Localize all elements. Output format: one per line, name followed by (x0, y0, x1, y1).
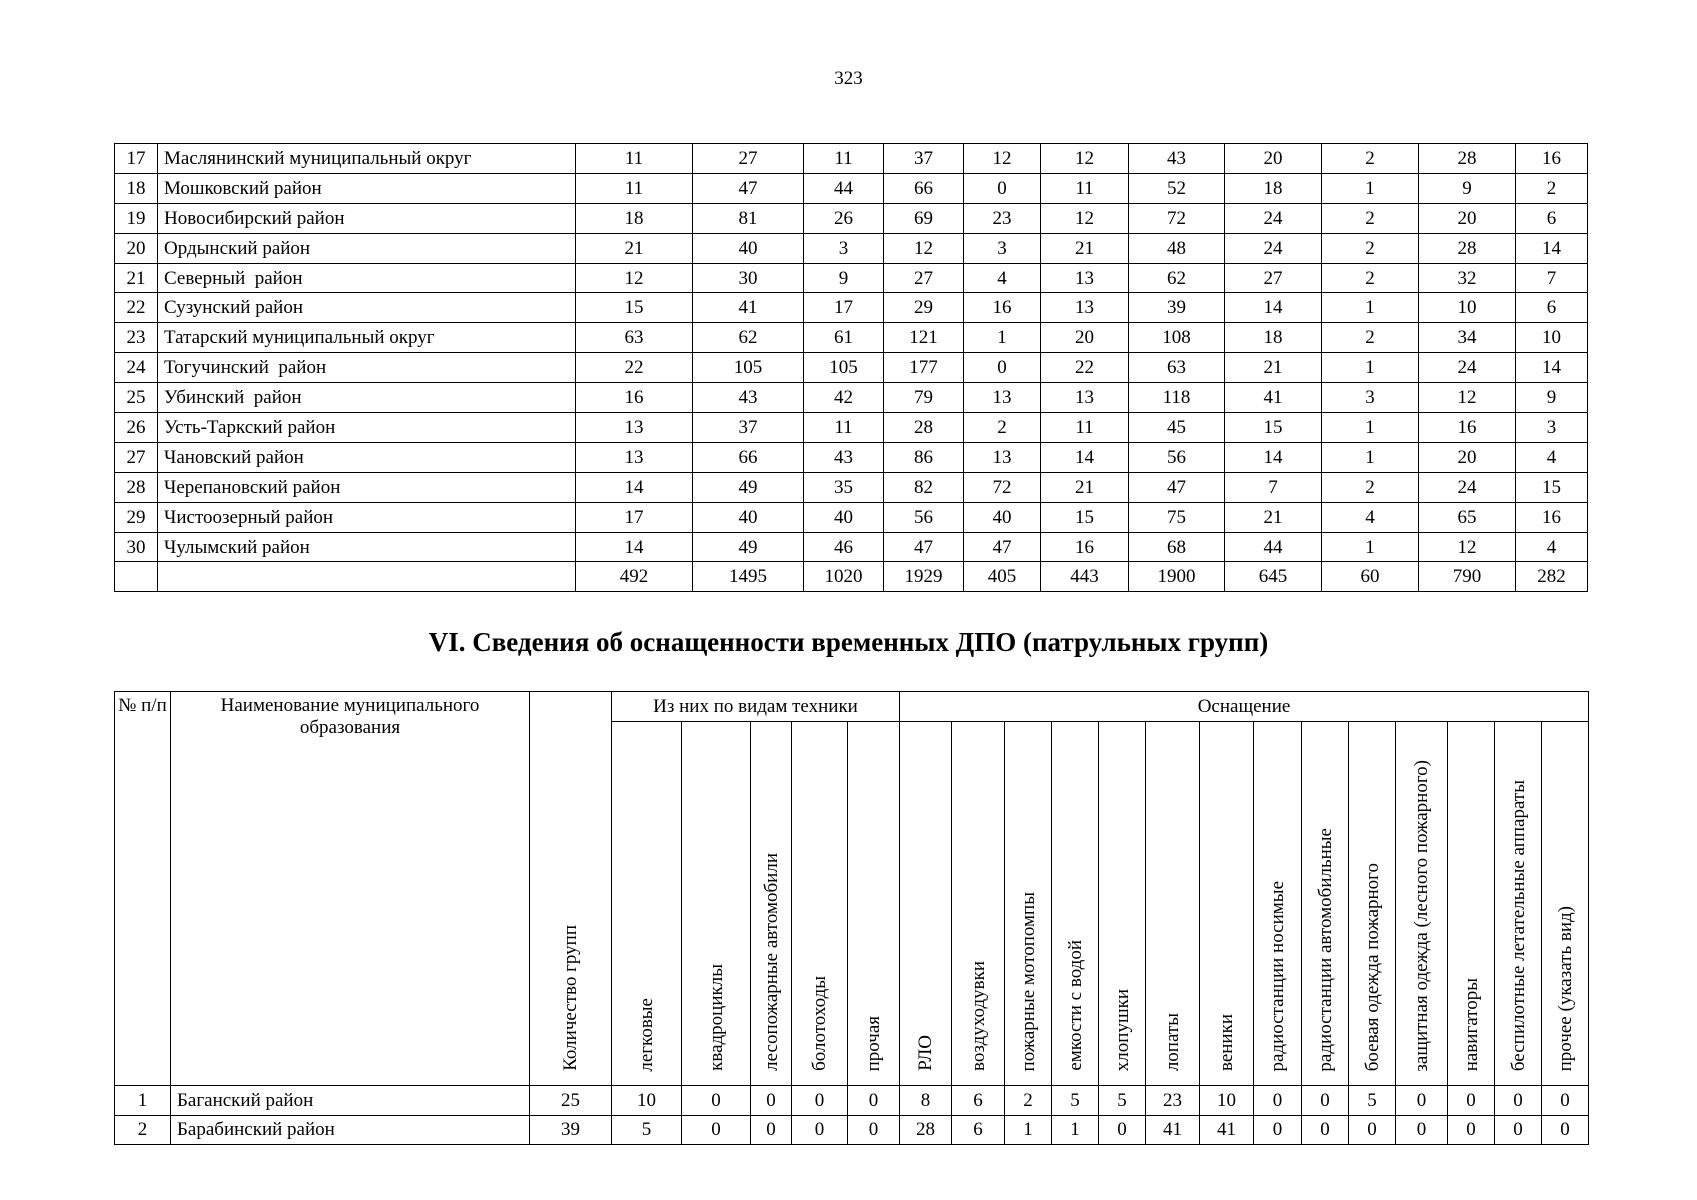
value-cell: 13 (1041, 383, 1129, 413)
header-num: № п/п (115, 692, 171, 1086)
value-cell: 82 (884, 472, 964, 502)
value-cell: 0 (964, 173, 1041, 203)
table-row (115, 233, 1588, 263)
table-row (115, 173, 1588, 203)
header-name: Наименование муниципального образования (171, 692, 530, 1086)
value-cell: 7 (1225, 472, 1322, 502)
value-cell: 62 (1129, 263, 1225, 293)
value-cell: 16 (576, 383, 693, 413)
value-cell: 28 (900, 1115, 952, 1145)
total-cell: 1020 (804, 562, 884, 592)
value-cell: 9 (804, 263, 884, 293)
value-cell: 18 (1225, 173, 1322, 203)
value-cell: 26 (804, 203, 884, 233)
value-cell: 118 (1129, 383, 1225, 413)
value-cell: 66 (693, 442, 804, 472)
row-number: 26 (115, 413, 158, 443)
table-row (115, 413, 1588, 443)
value-cell: 16 (964, 293, 1041, 323)
value-cell: 4 (1322, 502, 1419, 532)
totals-empty-cell (115, 562, 158, 592)
value-cell: 0 (1254, 1115, 1302, 1145)
value-cell: 49 (693, 532, 804, 562)
value-cell: 20 (1419, 442, 1516, 472)
value-cell: 56 (884, 502, 964, 532)
value-cell: 13 (1041, 293, 1129, 323)
header-vehicles-group: Из них по видам техники (612, 692, 900, 722)
header-equipment-type: хлопушки (1099, 722, 1146, 1086)
value-cell: 0 (1302, 1115, 1349, 1145)
value-cell: 13 (1041, 263, 1129, 293)
value-cell: 0 (1396, 1086, 1448, 1116)
district-name: Мошковский район (158, 173, 576, 203)
value-cell: 1 (1005, 1115, 1052, 1145)
header-equipment-type: веники (1200, 722, 1254, 1086)
value-cell: 13 (576, 413, 693, 443)
district-name: Тогучинский район (158, 353, 576, 383)
district-name: Усть-Таркский район (158, 413, 576, 443)
value-cell: 47 (884, 532, 964, 562)
value-cell: 43 (804, 442, 884, 472)
value-cell: 108 (1129, 323, 1225, 353)
value-cell: 45 (1129, 413, 1225, 443)
value-cell: 6 (1516, 203, 1588, 233)
totals-empty-cell (158, 562, 576, 592)
value-cell: 24 (1225, 233, 1322, 263)
value-cell: 0 (792, 1115, 848, 1145)
row-number: 24 (115, 353, 158, 383)
value-cell: 66 (884, 173, 964, 203)
value-cell: 15 (1225, 413, 1322, 443)
header-equipment-type: радиостанции автомобильные (1302, 722, 1349, 1086)
value-cell: 14 (1041, 442, 1129, 472)
value-cell: 13 (964, 383, 1041, 413)
value-cell: 6 (952, 1115, 1005, 1145)
value-cell: 16 (1419, 413, 1516, 443)
value-cell: 15 (1516, 472, 1588, 502)
table-row (115, 502, 1588, 532)
value-cell: 28 (884, 413, 964, 443)
value-cell: 35 (804, 472, 884, 502)
header-equipment-group: Оснащение (900, 692, 1589, 722)
value-cell: 69 (884, 203, 964, 233)
value-cell: 46 (804, 532, 884, 562)
value-cell: 15 (1041, 502, 1129, 532)
table-row (115, 144, 1588, 174)
header-vehicle-type: квадроциклы (682, 722, 751, 1086)
header-vehicle-type: легковые (612, 722, 682, 1086)
value-cell: 39 (1129, 293, 1225, 323)
value-cell: 1 (1322, 293, 1419, 323)
header-equipment-type: пожарные мотопомпы (1005, 722, 1052, 1086)
value-cell: 17 (804, 293, 884, 323)
value-cell: 20 (1225, 144, 1322, 174)
total-cell: 60 (1322, 562, 1419, 592)
value-cell: 28 (1419, 233, 1516, 263)
value-cell: 72 (1129, 203, 1225, 233)
district-name: Убинский район (158, 383, 576, 413)
table-row (115, 203, 1588, 233)
value-cell: 177 (884, 353, 964, 383)
value-cell: 17 (576, 502, 693, 532)
header-equipment-type: беспилотные летательные аппараты (1495, 722, 1542, 1086)
value-cell: 43 (1129, 144, 1225, 174)
value-cell: 41 (1146, 1115, 1200, 1145)
header-equipment-type: боевая одежда пожарного (1349, 722, 1396, 1086)
value-cell: 3 (1516, 413, 1588, 443)
value-cell: 47 (964, 532, 1041, 562)
value-cell: 21 (1041, 233, 1129, 263)
value-cell: 6 (1516, 293, 1588, 323)
total-cell: 790 (1419, 562, 1516, 592)
value-cell: 2 (1322, 323, 1419, 353)
value-cell: 43 (693, 383, 804, 413)
value-cell: 14 (1225, 442, 1322, 472)
total-cell: 1929 (884, 562, 964, 592)
district-name: Татарский муниципальный округ (158, 323, 576, 353)
value-cell: 52 (1129, 173, 1225, 203)
value-cell: 0 (964, 353, 1041, 383)
district-name: Новосибирский район (158, 203, 576, 233)
value-cell: 16 (1041, 532, 1129, 562)
value-cell: 0 (1448, 1115, 1495, 1145)
value-cell: 40 (693, 233, 804, 263)
value-cell: 41 (1200, 1115, 1254, 1145)
table-row (115, 442, 1588, 472)
value-cell: 0 (682, 1086, 751, 1116)
value-cell: 39 (530, 1115, 612, 1145)
table-row (115, 1086, 1589, 1116)
district-name: Черепановский район (158, 472, 576, 502)
value-cell: 1 (1322, 353, 1419, 383)
total-cell: 405 (964, 562, 1041, 592)
table-row (115, 1115, 1589, 1145)
value-cell: 15 (576, 293, 693, 323)
value-cell: 18 (1225, 323, 1322, 353)
value-cell: 42 (804, 383, 884, 413)
value-cell: 32 (1419, 263, 1516, 293)
table-row (115, 472, 1588, 502)
value-cell: 21 (1225, 353, 1322, 383)
district-name: Маслянинский муниципальный округ (158, 144, 576, 174)
value-cell: 3 (964, 233, 1041, 263)
header-vehicle-type: болотоходы (792, 722, 848, 1086)
value-cell: 28 (1419, 144, 1516, 174)
value-cell: 37 (884, 144, 964, 174)
value-cell: 81 (693, 203, 804, 233)
value-cell: 44 (804, 173, 884, 203)
value-cell: 10 (1516, 323, 1588, 353)
value-cell: 21 (1225, 502, 1322, 532)
patrol-groups-equipment-table (114, 691, 1589, 1145)
value-cell: 1 (1052, 1115, 1099, 1145)
header-equipment-type: емкости с водой (1052, 722, 1099, 1086)
value-cell: 47 (1129, 472, 1225, 502)
value-cell: 14 (576, 532, 693, 562)
district-name: Северный район (158, 263, 576, 293)
value-cell: 0 (1396, 1115, 1448, 1145)
total-cell: 492 (576, 562, 693, 592)
value-cell: 1 (964, 323, 1041, 353)
header-equipment-type: защитная одежда (лесного пожарного) (1396, 722, 1448, 1086)
value-cell: 11 (576, 173, 693, 203)
value-cell: 65 (1419, 502, 1516, 532)
value-cell: 63 (576, 323, 693, 353)
district-statistics-table-continued (114, 143, 1588, 592)
value-cell: 14 (1516, 233, 1588, 263)
value-cell: 0 (751, 1115, 792, 1145)
value-cell: 72 (964, 472, 1041, 502)
value-cell: 12 (1419, 383, 1516, 413)
value-cell: 40 (804, 502, 884, 532)
value-cell: 121 (884, 323, 964, 353)
row-number: 19 (115, 203, 158, 233)
value-cell: 0 (1302, 1086, 1349, 1116)
value-cell: 11 (804, 144, 884, 174)
value-cell: 14 (576, 472, 693, 502)
value-cell: 37 (693, 413, 804, 443)
value-cell: 11 (1041, 413, 1129, 443)
value-cell: 12 (1419, 532, 1516, 562)
row-number: 28 (115, 472, 158, 502)
header-equipment-type: навигаторы (1448, 722, 1495, 1086)
value-cell: 79 (884, 383, 964, 413)
total-cell: 1495 (693, 562, 804, 592)
total-cell: 645 (1225, 562, 1322, 592)
header-equipment-type: радиостанции носимые (1254, 722, 1302, 1086)
value-cell: 25 (530, 1086, 612, 1116)
value-cell: 23 (1146, 1086, 1200, 1116)
header-vehicle-type: прочая (848, 722, 900, 1086)
value-cell: 20 (1041, 323, 1129, 353)
value-cell: 22 (1041, 353, 1129, 383)
district-name: Чистоозерный район (158, 502, 576, 532)
table-row (115, 353, 1588, 383)
value-cell: 105 (804, 353, 884, 383)
value-cell: 11 (1041, 173, 1129, 203)
total-cell: 1900 (1129, 562, 1225, 592)
value-cell: 1 (1322, 442, 1419, 472)
table-row (115, 383, 1588, 413)
value-cell: 14 (1225, 293, 1322, 323)
table-row (115, 323, 1588, 353)
header-equipment-type: прочее (указать вид) (1542, 722, 1589, 1086)
header-equipment-type: воздуходувки (952, 722, 1005, 1086)
value-cell: 23 (964, 203, 1041, 233)
row-number: 30 (115, 532, 158, 562)
value-cell: 41 (693, 293, 804, 323)
row-number: 27 (115, 442, 158, 472)
district-name: Барабинский район (171, 1115, 530, 1145)
value-cell: 0 (1542, 1115, 1589, 1145)
value-cell: 105 (693, 353, 804, 383)
value-cell: 12 (964, 144, 1041, 174)
value-cell: 5 (612, 1115, 682, 1145)
row-number: 23 (115, 323, 158, 353)
value-cell: 29 (884, 293, 964, 323)
value-cell: 10 (1419, 293, 1516, 323)
value-cell: 0 (1254, 1086, 1302, 1116)
value-cell: 24 (1419, 472, 1516, 502)
value-cell: 3 (1322, 383, 1419, 413)
value-cell: 7 (1516, 263, 1588, 293)
value-cell: 61 (804, 323, 884, 353)
value-cell: 0 (751, 1086, 792, 1116)
value-cell: 2 (1322, 233, 1419, 263)
value-cell: 47 (693, 173, 804, 203)
value-cell: 12 (576, 263, 693, 293)
value-cell: 8 (900, 1086, 952, 1116)
value-cell: 14 (1516, 353, 1588, 383)
value-cell: 1 (1322, 532, 1419, 562)
value-cell: 40 (693, 502, 804, 532)
value-cell: 12 (1041, 144, 1129, 174)
header-equipment-type: РЛО (900, 722, 952, 1086)
row-number: 18 (115, 173, 158, 203)
row-number: 29 (115, 502, 158, 532)
total-cell: 282 (1516, 562, 1588, 592)
row-number: 1 (115, 1086, 171, 1116)
value-cell: 0 (1495, 1086, 1542, 1116)
value-cell: 1 (1322, 413, 1419, 443)
value-cell: 0 (1495, 1115, 1542, 1145)
district-name: Чулымский район (158, 532, 576, 562)
table-row (115, 293, 1588, 323)
header-equipment-type: лопаты (1146, 722, 1200, 1086)
row-number: 17 (115, 144, 158, 174)
value-cell: 10 (1200, 1086, 1254, 1116)
value-cell: 11 (576, 144, 693, 174)
value-cell: 27 (884, 263, 964, 293)
value-cell: 16 (1516, 502, 1588, 532)
value-cell: 13 (576, 442, 693, 472)
district-name: Ордынский район (158, 233, 576, 263)
value-cell: 10 (612, 1086, 682, 1116)
value-cell: 4 (1516, 532, 1588, 562)
value-cell: 22 (576, 353, 693, 383)
value-cell: 12 (1041, 203, 1129, 233)
value-cell: 44 (1225, 532, 1322, 562)
value-cell: 24 (1419, 353, 1516, 383)
value-cell: 9 (1419, 173, 1516, 203)
value-cell: 63 (1129, 353, 1225, 383)
value-cell: 49 (693, 472, 804, 502)
value-cell: 1 (1322, 173, 1419, 203)
value-cell: 3 (804, 233, 884, 263)
value-cell: 12 (884, 233, 964, 263)
value-cell: 41 (1225, 383, 1322, 413)
value-cell: 0 (682, 1115, 751, 1145)
value-cell: 5 (1349, 1086, 1396, 1116)
table-row (115, 263, 1588, 293)
value-cell: 20 (1419, 203, 1516, 233)
value-cell: 40 (964, 502, 1041, 532)
value-cell: 5 (1099, 1086, 1146, 1116)
totals-row (115, 562, 1588, 592)
row-number: 2 (115, 1115, 171, 1145)
page-number: 323 (834, 68, 863, 89)
value-cell: 18 (576, 203, 693, 233)
total-cell: 443 (1041, 562, 1129, 592)
row-number: 25 (115, 383, 158, 413)
value-cell: 27 (1225, 263, 1322, 293)
value-cell: 2 (1516, 173, 1588, 203)
row-number: 22 (115, 293, 158, 323)
value-cell: 2 (1005, 1086, 1052, 1116)
value-cell: 48 (1129, 233, 1225, 263)
value-cell: 0 (1448, 1086, 1495, 1116)
value-cell: 9 (1516, 383, 1588, 413)
value-cell: 68 (1129, 532, 1225, 562)
value-cell: 16 (1516, 144, 1588, 174)
value-cell: 0 (848, 1086, 900, 1116)
value-cell: 2 (1322, 144, 1419, 174)
value-cell: 2 (1322, 472, 1419, 502)
value-cell: 6 (952, 1086, 1005, 1116)
value-cell: 4 (1516, 442, 1588, 472)
value-cell: 34 (1419, 323, 1516, 353)
table-row (115, 532, 1588, 562)
value-cell: 0 (792, 1086, 848, 1116)
row-number: 21 (115, 263, 158, 293)
value-cell: 56 (1129, 442, 1225, 472)
table2-header-row-1 (115, 692, 1589, 722)
value-cell: 27 (693, 144, 804, 174)
district-name: Сузунский район (158, 293, 576, 323)
value-cell: 24 (1225, 203, 1322, 233)
value-cell: 11 (804, 413, 884, 443)
value-cell: 75 (1129, 502, 1225, 532)
value-cell: 0 (1349, 1115, 1396, 1145)
value-cell: 21 (576, 233, 693, 263)
value-cell: 5 (1052, 1086, 1099, 1116)
section-title: VI. Сведения об оснащенности временных ДПО (патрульных групп) (428, 627, 1269, 657)
value-cell: 13 (964, 442, 1041, 472)
district-name: Баганский район (171, 1086, 530, 1116)
value-cell: 0 (1542, 1086, 1589, 1116)
value-cell: 0 (1099, 1115, 1146, 1145)
value-cell: 62 (693, 323, 804, 353)
row-number: 20 (115, 233, 158, 263)
value-cell: 4 (964, 263, 1041, 293)
value-cell: 2 (1322, 263, 1419, 293)
value-cell: 0 (848, 1115, 900, 1145)
value-cell: 86 (884, 442, 964, 472)
value-cell: 21 (1041, 472, 1129, 502)
header-vehicle-type: лесопожарные автомобили (751, 722, 792, 1086)
value-cell: 2 (1322, 203, 1419, 233)
header-count: Количество групп (530, 692, 612, 1086)
district-name: Чановский район (158, 442, 576, 472)
value-cell: 2 (964, 413, 1041, 443)
value-cell: 30 (693, 263, 804, 293)
